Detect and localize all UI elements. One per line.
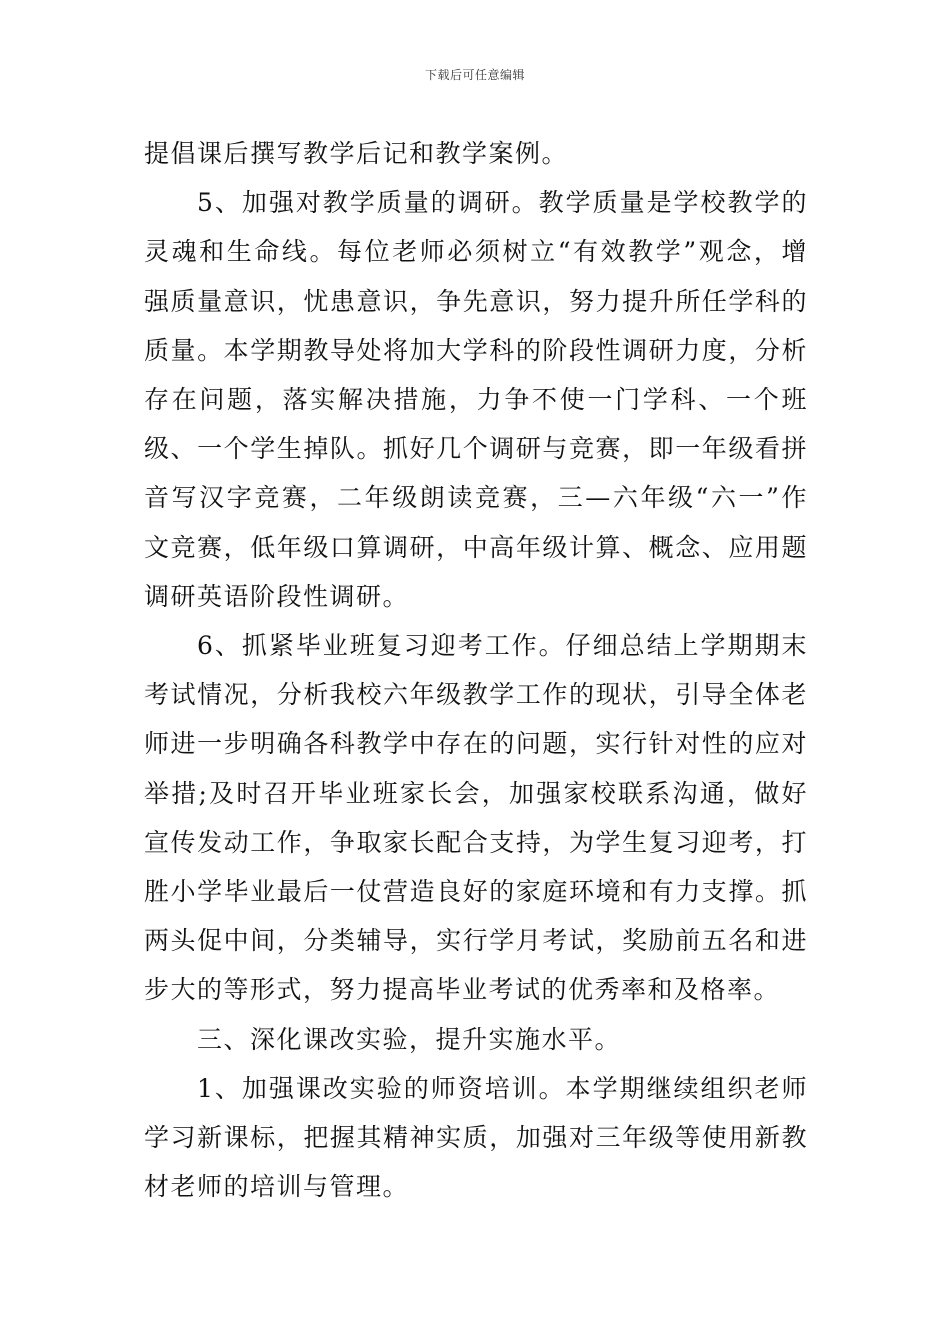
paragraph-item-6: 6、抓紧毕业班复习迎考工作。仔细总结上学期期末考试情况，分析我校六年级教学工作的现状，引导全体老师进一步明确各科教学中存在的问题，实行针对性的应对举措;及时召开毕业班家长会，加强家校联系沟通，做好宣传发动工作，争取家长配合支持，为学生复习迎考，打胜小学毕业最后一仗营造良好的家庭环境和有力支撑。抓两头促中间，分类辅导，实行学月考试，奖励前五名和进步大的等形式，努力提高毕业考试的优秀率和及格率。: [144, 631, 808, 1005]
paragraph-item-5: 5、加强对教学质量的调研。教学质量是学校教学的灵魂和生命线。每位老师必须树立“有效教学”观念，增强质量意识，忧患意识，争先意识，努力提升所任学科的质量。本学期教导处将加大学科的阶段性调研力度，分析存在问题，落实解决措施，力争不使一门学科、一个班级、一个学生掉队。抓好几个调研与竞赛，即一年级看拼音写汉字竞赛，二年级朗读竞赛，三—六年级“六一”作文竞赛，低年级口算调研，中高年级计算、概念、应用题调研英语阶段性调研。: [144, 188, 808, 611]
document-body: [144, 129, 808, 1211]
paragraph-item-1: 1、加强课改实验的师资培训。本学期继续组织老师学习新课标，把握其精神实质，加强对三年级等使用新教材老师的培训与管理。: [144, 1073, 808, 1202]
paragraph-continuation: 提倡课后撰写教学后记和教学案例。: [144, 139, 569, 168]
header-note: 下载后可任意编辑: [424, 68, 525, 82]
section-heading-3: 三、深化课改实验，提升实施水平。: [197, 1024, 622, 1054]
